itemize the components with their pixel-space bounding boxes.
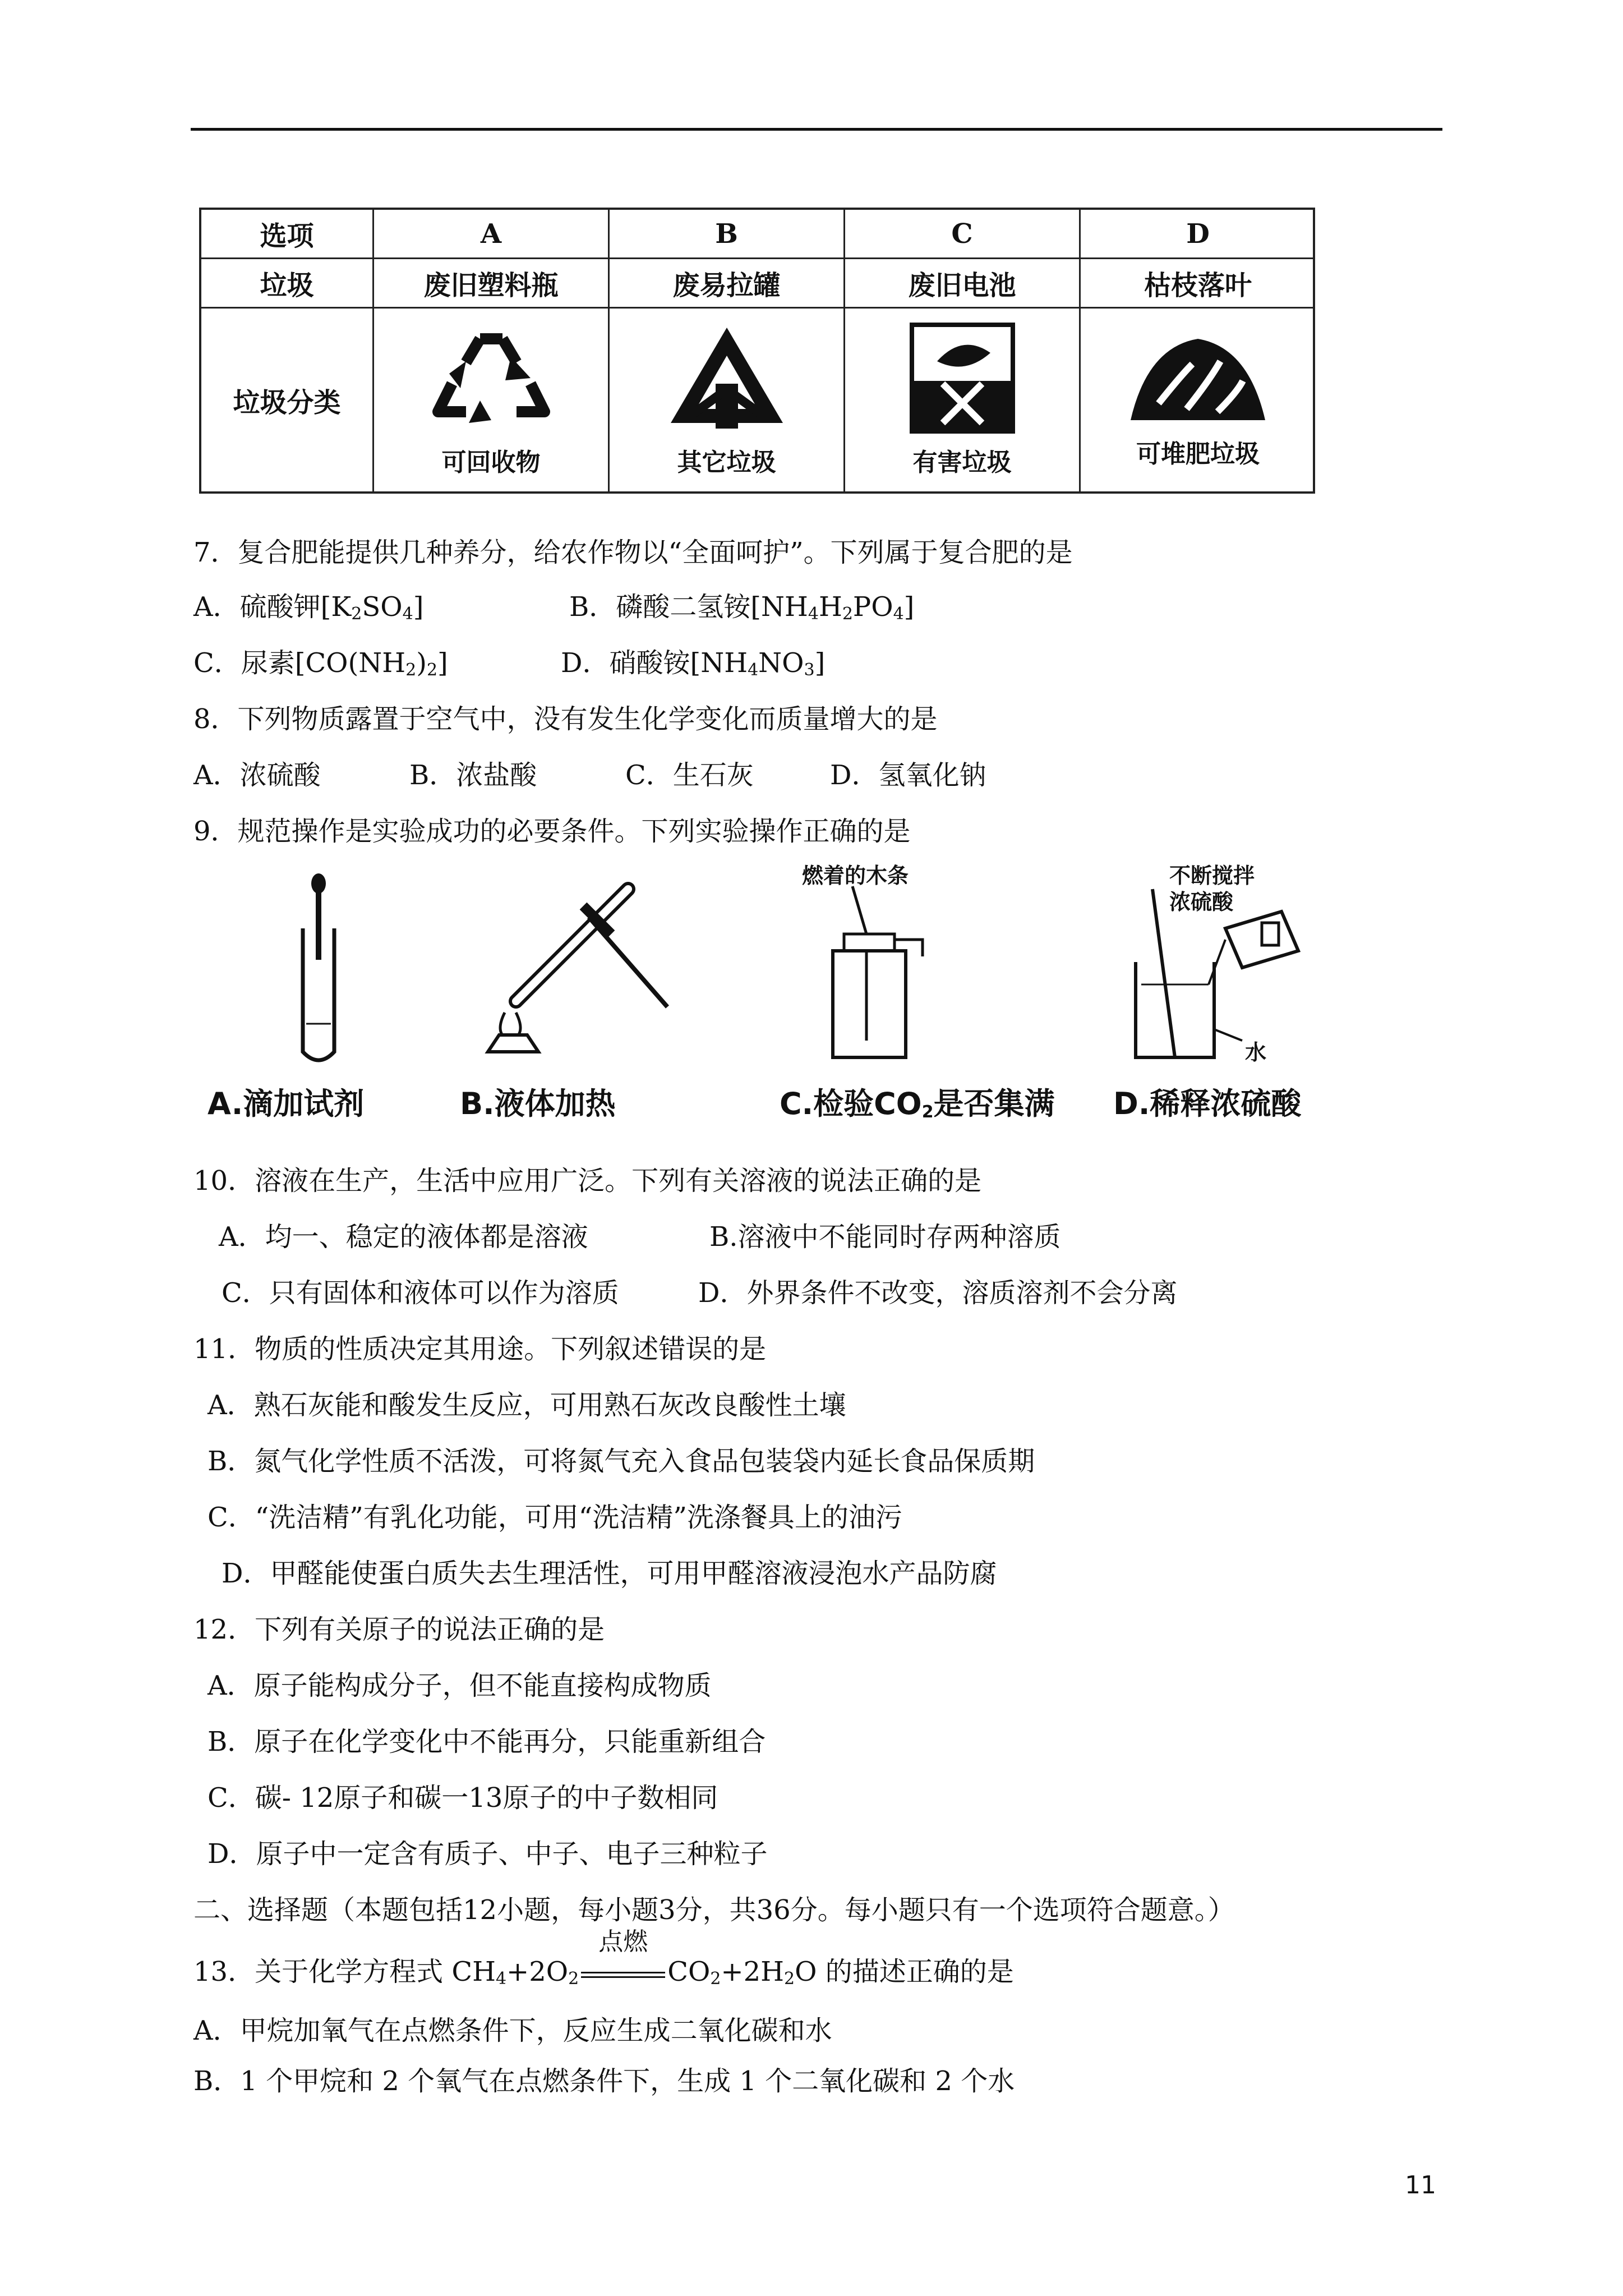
hazardous-waste-symbol	[909, 322, 1016, 478]
compost-icon	[1125, 330, 1271, 426]
q7-option-d: D．硝酸铵$[NH_4NO_3]$	[561, 647, 826, 680]
q7-option-c: C．尿素$[CO(NH_2)_2]$	[193, 647, 448, 680]
table-row	[201, 309, 1313, 491]
symbol-caption: 可堆肥垃圾	[1136, 440, 1260, 468]
table-cell: 废旧塑料瓶	[372, 259, 608, 307]
q8-option-c: C．生石灰	[625, 760, 754, 791]
reaction-arrow: 点燃	[581, 1955, 665, 1989]
q7-stem: 7．复合肥能提供几种养分，给农作物以“全面呵护”。下列属于复合肥的是	[193, 537, 1073, 568]
table-cell	[1079, 309, 1315, 491]
figure-caption: B.液体加热	[460, 1086, 616, 1121]
table-header-cell: B	[608, 210, 843, 257]
q12-option-b: B．原子在化学变化中不能再分，只能重新组合	[208, 1726, 766, 1757]
table-header-cell: A	[372, 210, 608, 257]
q13-option-b: B．1 个甲烷和 2 个氧气在点燃条件下，生成 1 个二氧化碳和 2 个水	[193, 2065, 1015, 2097]
heating-tube-icon	[449, 872, 718, 1074]
test-tube-dropper-icon	[208, 872, 409, 1074]
label-water: 水	[1245, 1040, 1267, 1065]
q10-stem: 10．溶液在生产，生活中应用广泛。下列有关溶液的说法正确的是	[193, 1165, 982, 1197]
q13-stem: 13．关于化学方程式 $CH_4+2O_2$ 点燃 $CO_2+2H_2O$ 的描述正确的是	[193, 1927, 1014, 1989]
table-row	[201, 259, 1313, 309]
table-cell: 垃圾	[260, 270, 314, 301]
table-cell: 垃圾分类	[233, 386, 341, 418]
table-header-cell: C	[843, 210, 1079, 257]
page-number: 11	[1405, 2171, 1436, 2200]
q12-option-c: C．碳- 12原子和碳一13原子的中子数相同	[208, 1782, 718, 1814]
q12-option-d: D．原子中一定含有质子、中子、电子三种粒子	[208, 1838, 768, 1870]
figure-caption: A.滴加试剂	[208, 1086, 365, 1121]
gas-bottle-icon	[780, 872, 981, 1074]
q12-stem: 12．下列有关原子的说法正确的是	[193, 1614, 605, 1645]
table-cell	[608, 309, 843, 491]
table-cell: 枯枝落叶	[1079, 259, 1315, 307]
figure-dilute-acid	[1113, 863, 1405, 1136]
figure-caption: D.稀释浓硫酸	[1113, 1086, 1302, 1121]
q11-option-b: B．氮气化学性质不活泼，可将氮气充入食品包装袋内延长食品保质期	[208, 1446, 1035, 1477]
figure-caption: C.检验$CO_2$是否集满	[780, 1086, 1055, 1122]
header-rule	[191, 128, 1442, 131]
symbol-caption: 有害垃圾	[912, 448, 1012, 477]
figure-check-co2	[780, 863, 1071, 1136]
symbol-caption: 其它垃圾	[677, 448, 776, 477]
q10-option-d: D．外界条件不改变，溶质溶剂不会分离	[698, 1277, 1178, 1309]
recycle-icon	[427, 322, 556, 434]
compost-symbol	[1125, 330, 1271, 470]
q11-stem: 11．物质的性质决定其用途。下列叙述错误的是	[193, 1333, 767, 1365]
q10-option-c: C．只有固体和液体可以作为溶质	[222, 1277, 619, 1309]
q13-option-a: A．甲烷加氧气在点燃条件下，反应生成二氧化碳和水	[193, 2015, 832, 2046]
table-header-cell: D	[1079, 210, 1315, 257]
label-burning-stick: 燃着的木条	[802, 863, 909, 888]
table-cell: 废旧电池	[843, 259, 1079, 307]
label-conc-acid: 浓硫酸	[1169, 890, 1234, 914]
hazard-icon	[909, 322, 1016, 434]
other-waste-icon	[662, 322, 791, 434]
q11-option-c: C．“洗洁精”有乳化功能，可用“洗洁精”洗涤餐具上的油污	[208, 1502, 902, 1533]
section-heading: 二、选择题（本题包括12小题，每小题3分，共36分。每小题只有一个选项符合题意。）	[193, 1894, 1235, 1926]
q8-option-a: A．浓硫酸	[193, 760, 321, 791]
table-header-row	[201, 210, 1313, 259]
q11-option-a: A．熟石灰能和酸发生反应，可用熟石灰改良酸性土壤	[208, 1389, 846, 1421]
garbage-table	[199, 208, 1315, 494]
table-cell: 废易拉罐	[608, 259, 843, 307]
q9-stem: 9．规范操作是实验成功的必要条件。下列实验操作正确的是	[193, 816, 911, 847]
q10-option-a: A．均一、稳定的液体都是溶液	[219, 1221, 588, 1253]
label-stir: 不断搅拌	[1169, 863, 1255, 888]
symbol-caption: 可回收物	[441, 448, 541, 477]
figure-heating-liquid	[449, 872, 740, 1136]
q8-option-d: D．氢氧化钠	[830, 760, 986, 791]
q7-option-b: B．磷酸二氢铵$[NH_4H_2PO_4]$	[569, 591, 915, 624]
recyclable-symbol	[427, 322, 556, 478]
q7-option-a: A．硫酸钾$[K_2SO_4]$	[193, 591, 424, 624]
q12-option-a: A．原子能构成分子，但不能直接构成物质	[208, 1670, 712, 1701]
other-waste-symbol	[662, 322, 791, 478]
q8-stem: 8．下列物质露置于空气中，没有发生化学变化而质量增大的是	[193, 703, 938, 735]
figure-dropping-reagent	[208, 872, 409, 1136]
table-header-cell: 选项	[260, 220, 314, 252]
table-cell	[843, 309, 1079, 491]
table-cell	[372, 309, 608, 491]
q11-option-d: D．甲醛能使蛋白质失去生理活性，可用甲醛溶液浸泡水产品防腐	[222, 1558, 997, 1589]
q10-option-b: B.溶液中不能同时存两种溶质	[709, 1221, 1061, 1253]
q8-option-b: B．浓盐酸	[409, 760, 537, 791]
beaker-dilution-icon	[1113, 872, 1315, 1074]
